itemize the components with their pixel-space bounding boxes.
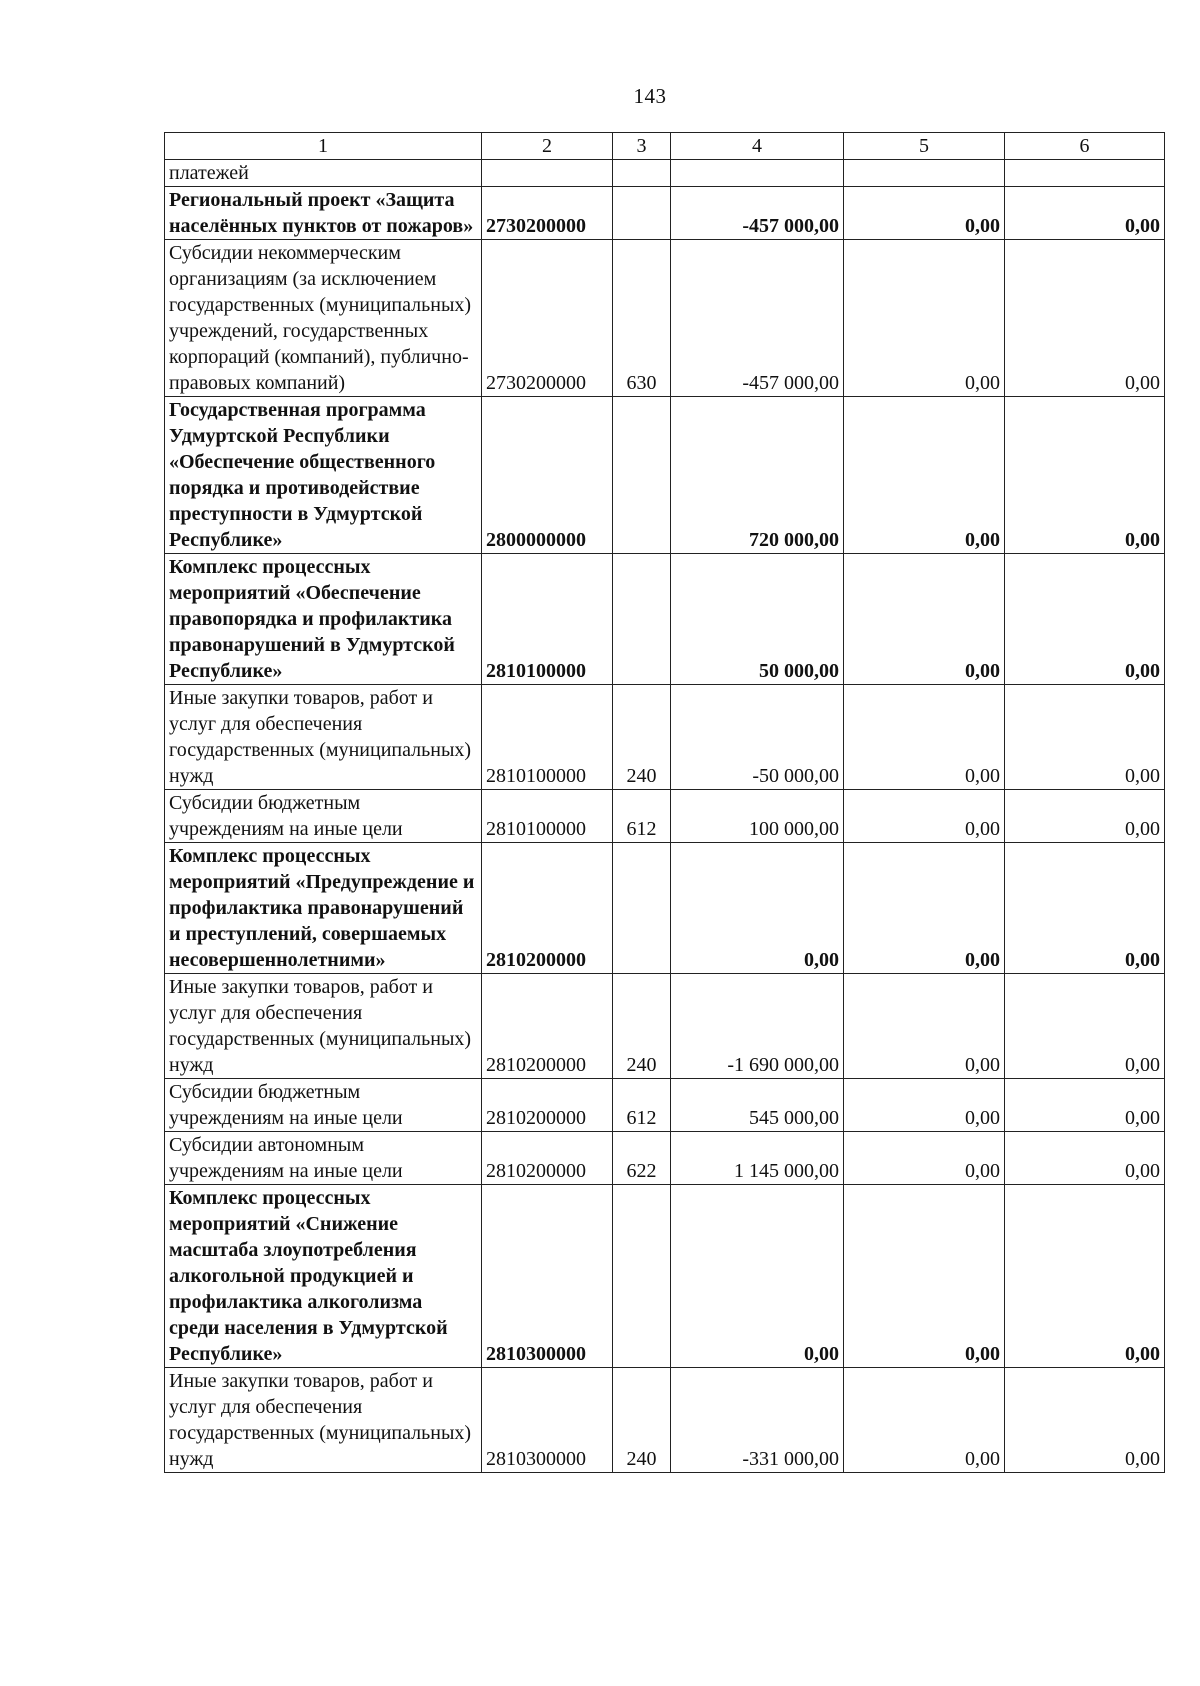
budget-table	[164, 132, 1165, 1473]
row-expense-type	[613, 843, 671, 974]
row-code: 2800000000	[482, 397, 613, 554]
column-number-row	[165, 133, 1165, 160]
table-row	[165, 1185, 1165, 1368]
row-value-col4: -457 000,00	[671, 187, 844, 240]
row-expense-type: 630	[613, 240, 671, 397]
table-row	[165, 1132, 1165, 1185]
row-value-col5: 0,00	[844, 554, 1005, 685]
row-expense-type	[613, 187, 671, 240]
row-expense-type: 240	[613, 1368, 671, 1473]
row-code: 2810100000	[482, 685, 613, 790]
row-code: 2730200000	[482, 187, 613, 240]
row-value-col5: 0,00	[844, 397, 1005, 554]
row-name: Иные закупки товаров, работ и услуг для обеспечения государственных (муниципальных) нужд	[165, 1368, 482, 1473]
row-expense-type: 240	[613, 685, 671, 790]
row-expense-type	[613, 554, 671, 685]
continuation-text: платежей	[165, 160, 482, 187]
row-name: Субсидии бюджетным учреждениям на иные цели	[165, 1079, 482, 1132]
row-value-col5: 0,00	[844, 1079, 1005, 1132]
row-value-col4: 100 000,00	[671, 790, 844, 843]
row-value-col4: -331 000,00	[671, 1368, 844, 1473]
row-expense-type: 240	[613, 974, 671, 1079]
row-code: 2730200000	[482, 240, 613, 397]
row-name: Иные закупки товаров, работ и услуг для обеспечения государственных (муниципальных) нужд	[165, 685, 482, 790]
column-number: 4	[671, 133, 844, 160]
table-row	[165, 240, 1165, 397]
row-value-col5: 0,00	[844, 1368, 1005, 1473]
row-name: Комплекс процессных мероприятий «Снижение масштаба злоупотребления алкогольной продукцией и профилактика алкоголизма среди населения в Удмуртской Республике»	[165, 1185, 482, 1368]
continuation-row	[165, 160, 1165, 187]
row-value-col6: 0,00	[1005, 1185, 1165, 1368]
row-value-col4: 545 000,00	[671, 1079, 844, 1132]
row-value-col4: 1 145 000,00	[671, 1132, 844, 1185]
row-value-col4: 720 000,00	[671, 397, 844, 554]
table-row	[165, 843, 1165, 974]
row-expense-type: 622	[613, 1132, 671, 1185]
row-value-col4: -1 690 000,00	[671, 974, 844, 1079]
column-number: 2	[482, 133, 613, 160]
table-row	[165, 790, 1165, 843]
row-name: Субсидии автономным учреждениям на иные цели	[165, 1132, 482, 1185]
row-value-col5: 0,00	[844, 843, 1005, 974]
row-value-col4: 50 000,00	[671, 554, 844, 685]
row-value-col4: -50 000,00	[671, 685, 844, 790]
row-value-col6: 0,00	[1005, 397, 1165, 554]
row-code: 2810200000	[482, 843, 613, 974]
row-value-col4: 0,00	[671, 843, 844, 974]
row-value-col6: 0,00	[1005, 1132, 1165, 1185]
column-number: 1	[165, 133, 482, 160]
table-row	[165, 974, 1165, 1079]
row-name: Региональный проект «Защита населённых пунктов от пожаров»	[165, 187, 482, 240]
row-value-col6: 0,00	[1005, 554, 1165, 685]
row-code: 2810100000	[482, 790, 613, 843]
column-number: 3	[613, 133, 671, 160]
row-value-col6: 0,00	[1005, 685, 1165, 790]
table-row	[165, 685, 1165, 790]
row-expense-type: 612	[613, 1079, 671, 1132]
row-value-col5: 0,00	[844, 974, 1005, 1079]
row-name: Комплекс процессных мероприятий «Предупреждение и профилактика правонарушений и преступлений, совершаемых несовершеннолетними»	[165, 843, 482, 974]
row-value-col6: 0,00	[1005, 1079, 1165, 1132]
table-row	[165, 397, 1165, 554]
row-value-col6: 0,00	[1005, 187, 1165, 240]
table-row	[165, 187, 1165, 240]
row-value-col5: 0,00	[844, 1185, 1005, 1368]
row-value-col6: 0,00	[1005, 240, 1165, 397]
row-code: 2810200000	[482, 1079, 613, 1132]
table-row	[165, 1368, 1165, 1473]
row-code: 2810100000	[482, 554, 613, 685]
row-code: 2810200000	[482, 1132, 613, 1185]
page-number: 143	[633, 84, 667, 108]
row-code: 2810200000	[482, 974, 613, 1079]
row-name: Субсидии бюджетным учреждениям на иные цели	[165, 790, 482, 843]
column-number: 6	[1005, 133, 1165, 160]
row-value-col5: 0,00	[844, 685, 1005, 790]
row-value-col5: 0,00	[844, 1132, 1005, 1185]
row-value-col4: 0,00	[671, 1185, 844, 1368]
row-value-col6: 0,00	[1005, 974, 1165, 1079]
table-row	[165, 554, 1165, 685]
row-code: 2810300000	[482, 1185, 613, 1368]
row-value-col5: 0,00	[844, 790, 1005, 843]
row-code: 2810300000	[482, 1368, 613, 1473]
row-name: Субсидии некоммерческим организациям (за исключением государственных (муниципальных) учреждений, государственных корпораций (компаний), публично-правовых компаний)	[165, 240, 482, 397]
column-number: 5	[844, 133, 1005, 160]
row-name: Государственная программа Удмуртской Республики «Обеспечение общественного порядка и противодействие преступности в Удмуртской Республике»	[165, 397, 482, 554]
row-name: Иные закупки товаров, работ и услуг для обеспечения государственных (муниципальных) нужд	[165, 974, 482, 1079]
row-expense-type: 612	[613, 790, 671, 843]
row-value-col6: 0,00	[1005, 1368, 1165, 1473]
row-value-col6: 0,00	[1005, 843, 1165, 974]
row-expense-type	[613, 397, 671, 554]
row-name: Комплекс процессных мероприятий «Обеспечение правопорядка и профилактика правонарушений в Удмуртской Республике»	[165, 554, 482, 685]
row-expense-type	[613, 1185, 671, 1368]
row-value-col5: 0,00	[844, 187, 1005, 240]
row-value-col5: 0,00	[844, 240, 1005, 397]
row-value-col4: -457 000,00	[671, 240, 844, 397]
table-row	[165, 1079, 1165, 1132]
row-value-col6: 0,00	[1005, 790, 1165, 843]
